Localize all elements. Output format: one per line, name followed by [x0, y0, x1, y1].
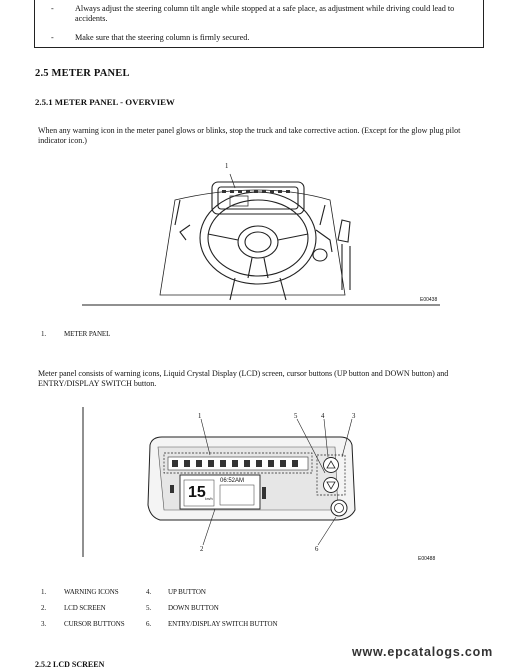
subsection-title: 2.5.1 METER PANEL - OVERVIEW	[35, 97, 175, 107]
figure2-callout-5: 5	[294, 413, 298, 420]
legend-number: 3.	[41, 620, 47, 628]
warning-icons-row	[168, 457, 308, 470]
warning-note-box	[34, 0, 484, 48]
figure2-code: E00488	[418, 556, 436, 562]
note-text: Always adjust the steering column tilt angle while stopped at a safe place, as adjustment while driving could lead to accidents.	[75, 4, 455, 23]
lcd-unit: km/h	[205, 497, 213, 501]
note-text: Make sure that the steering column is firmly secured.	[75, 33, 250, 42]
note-dash: -	[51, 4, 54, 13]
figure2-callout-6: 6	[315, 546, 319, 553]
lcd-speed-value: 15	[188, 484, 206, 501]
legend-text: LCD SCREEN	[64, 604, 106, 612]
note-dash: -	[51, 33, 54, 42]
figure-meter-panel-detail	[80, 405, 445, 565]
legend-text: CURSOR BUTTONS	[64, 620, 125, 628]
figure-steering-meter-panel	[80, 160, 445, 310]
figure1-code: E00438	[420, 297, 438, 303]
legend-number: 1.	[41, 588, 47, 596]
figure1-callout-1: 1	[225, 163, 229, 170]
section-title: 2.5 METER PANEL	[35, 68, 130, 79]
figure1-caption-text: METER PANEL	[64, 330, 111, 338]
panel-paragraph: Meter panel consists of warning icons, Liquid Crystal Display (LCD) screen, cursor buttons (UP button and DOWN button) and ENTRY/DISPLAY SWITCH button.	[38, 369, 449, 388]
figure1-caption-number: 1.	[41, 330, 47, 338]
legend-number: 5.	[146, 604, 152, 612]
figure2-callout-2: 2	[200, 546, 204, 553]
lcd-clock: 06:52AM	[220, 478, 245, 484]
figure2-callout-4: 4	[321, 413, 325, 420]
legend-text: WARNING ICONS	[64, 588, 119, 596]
legend-text: UP BUTTON	[168, 588, 206, 596]
figure2-callout-3: 3	[352, 413, 356, 420]
legend-number: 6.	[146, 620, 152, 628]
next-section-heading: 2.5.2 LCD SCREEN	[35, 660, 105, 669]
intro-paragraph: When any warning icon in the meter panel glows or blinks, stop the truck and take corrective action. (Except for the glow plug pilot indicator icon.)	[38, 126, 461, 145]
legend-number: 2.	[41, 604, 47, 612]
watermark: www.epcatalogs.com	[351, 645, 493, 659]
legend-text: ENTRY/DISPLAY SWITCH BUTTON	[168, 620, 278, 628]
legend-text: DOWN BUTTON	[168, 604, 219, 612]
legend-number: 4.	[146, 588, 152, 596]
figure2-callout-1: 1	[198, 413, 202, 420]
